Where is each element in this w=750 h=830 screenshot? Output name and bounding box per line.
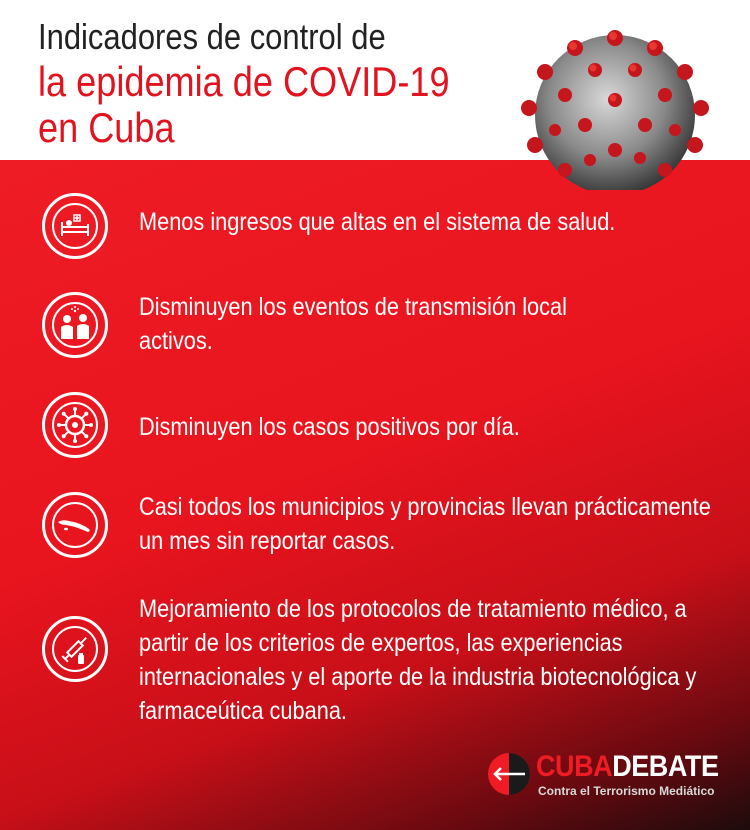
cubadebate-brand [487, 748, 727, 808]
virus-icon [42, 392, 108, 458]
indicator-text-5: Mejoramiento de los protocolos de tratamiento médico, a partir de los criterios de expertos, las experiencias internacionales y el aporte de la industria biotecnológica y farmaceútica cubana. [139, 595, 697, 725]
title-line-2: la epidemia de COVID-19 [38, 58, 450, 105]
cubadebate-logo-icon [487, 752, 531, 796]
people-transmission-icon [42, 292, 108, 358]
coronavirus-illustration-icon [505, 30, 720, 190]
indicator-text-3: Disminuyen los casos positivos por día. [139, 413, 520, 441]
brand-name [536, 750, 719, 784]
brand-name-debate: DEBATE [612, 750, 719, 783]
hospital-bed-icon [42, 193, 108, 259]
indicator-text-1: Menos ingresos que altas en el sistema de salud. [139, 208, 616, 236]
indicator-text-4: Casi todos los municipios y provincias llevan prácticamente un mes sin reportar casos. [139, 493, 711, 555]
brand-name-cuba: CUBA [536, 750, 613, 783]
indicator-text-2: Disminuyen los eventos de transmisión local activos. [139, 293, 567, 355]
title-line-3: en Cuba [38, 104, 175, 151]
cuba-map-icon [42, 492, 108, 558]
title-line-1: Indicadores de control de [38, 16, 386, 57]
brand-tagline: Contra el Terrorismo Mediático [538, 784, 715, 798]
syringe-vial-icon [42, 616, 108, 682]
